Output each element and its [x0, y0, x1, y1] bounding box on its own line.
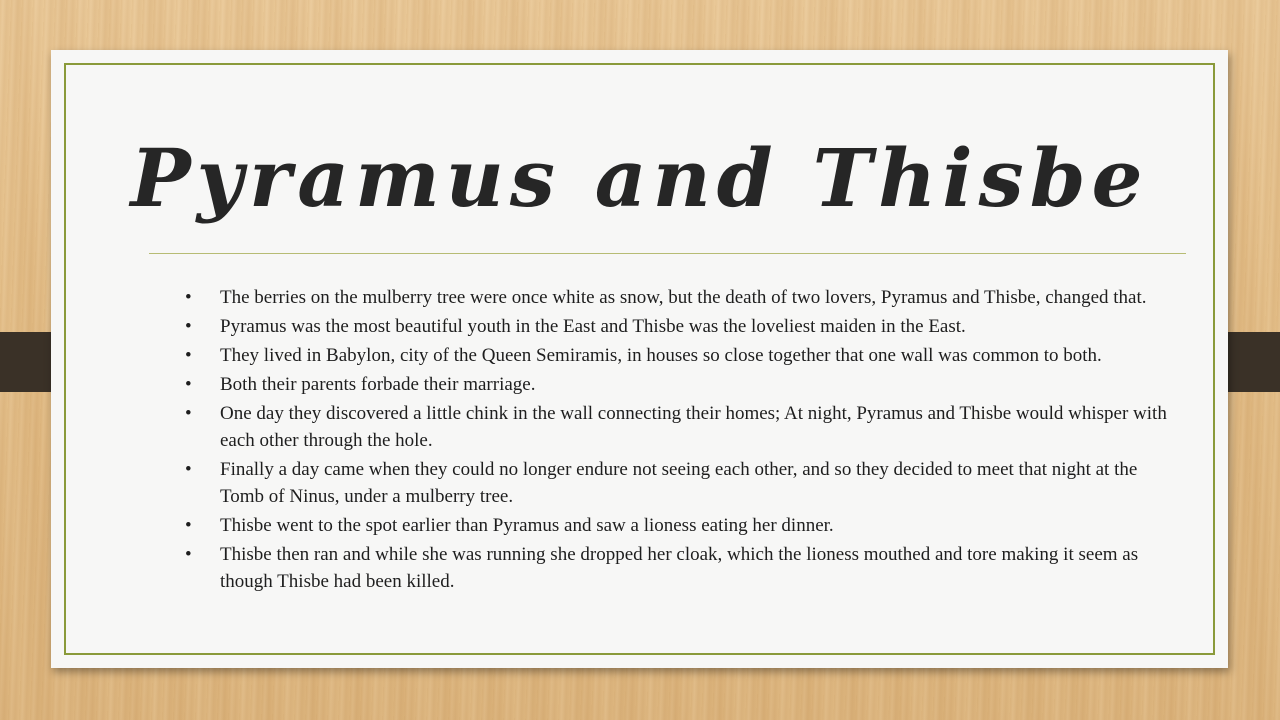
bullet-list: [167, 284, 1167, 597]
bullet-dot-icon: •: [185, 459, 192, 480]
bullet-text: Pyramus was the most beautiful youth in the East and Thisbe was the loveliest maiden in the East.: [220, 316, 966, 337]
slide-paper: [51, 50, 1228, 668]
bullet-dot-icon: •: [185, 316, 192, 337]
bullet-dot-icon: •: [185, 345, 192, 366]
bullet-item: [167, 313, 1167, 340]
bullet-item: [167, 284, 1167, 311]
bullet-item: [167, 541, 1167, 595]
bullet-text: They lived in Babylon, city of the Queen Semiramis, in houses so close together that one wall was common to both.: [220, 345, 1102, 366]
bullet-dot-icon: •: [185, 403, 192, 424]
bullet-text: Both their parents forbade their marriage.: [220, 374, 536, 395]
slide-title: Pyramus and Thisbe: [130, 131, 1149, 225]
bullet-item: [167, 400, 1167, 454]
bullet-text: Thisbe went to the spot earlier than Pyramus and saw a lioness eating her dinner.: [220, 515, 834, 536]
bullet-text: Finally a day came when they could no longer endure not seeing each other, and so they decided to meet that night at the Tomb of Ninus, under a mulberry tree.: [220, 459, 1138, 507]
bullet-dot-icon: •: [185, 515, 192, 536]
bullet-item: [167, 342, 1167, 369]
bullet-dot-icon: •: [185, 544, 192, 565]
bullet-item: [167, 456, 1167, 510]
bullet-dot-icon: •: [185, 374, 192, 395]
bullet-item: [167, 512, 1167, 539]
bullet-dot-icon: •: [185, 287, 192, 308]
bullet-item: [167, 371, 1167, 398]
bullet-text: Thisbe then ran and while she was running she dropped her cloak, which the lioness mouthed and tore making it seem as though Thisbe had been killed.: [220, 544, 1139, 592]
bullet-text: One day they discovered a little chink in the wall connecting their homes; At night, Pyramus and Thisbe would whisper with each other through the hole.: [220, 403, 1167, 451]
title-divider: [149, 253, 1186, 254]
bullet-text: The berries on the mulberry tree were once white as snow, but the death of two lovers, Pyramus and Thisbe, changed that.: [220, 287, 1147, 308]
